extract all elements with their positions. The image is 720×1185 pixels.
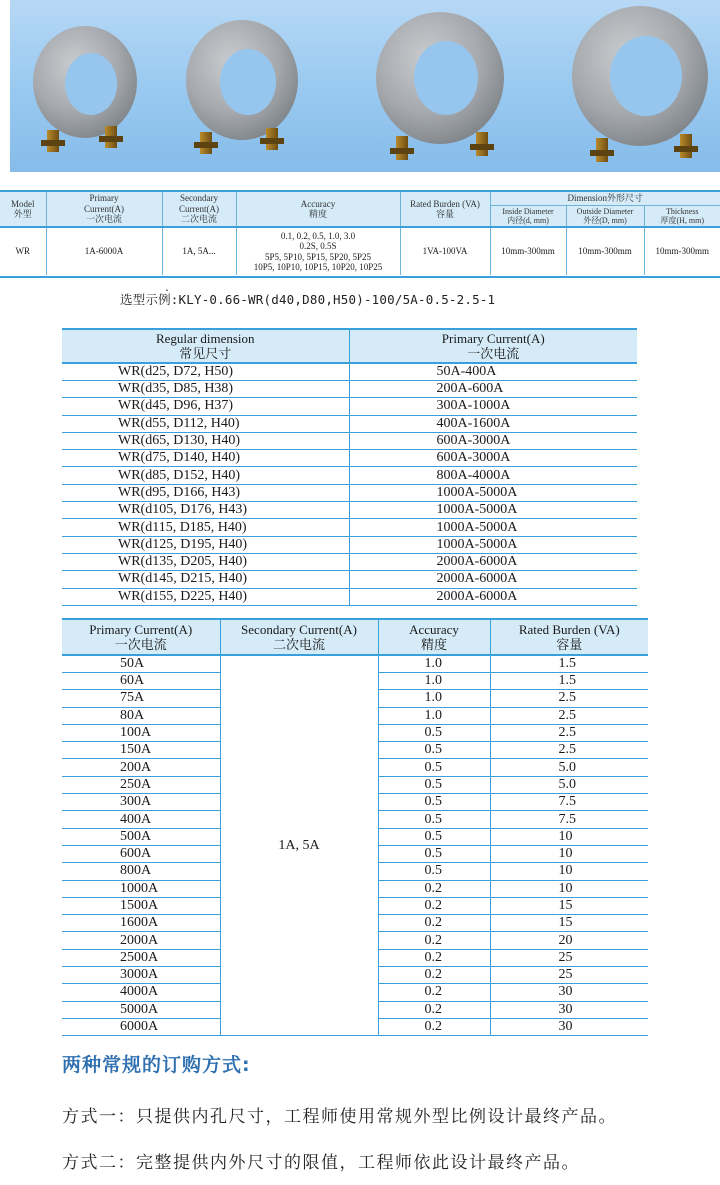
current-cell-burden: 20: [490, 932, 648, 949]
spec-header-model: Model 外型: [0, 191, 46, 227]
spec-header-primary: Primary Current(A) 一次电流: [46, 191, 162, 227]
current-cell-burden: 25: [490, 967, 648, 984]
current-cell-accuracy: 0.5: [378, 759, 490, 776]
current-cell-accuracy: 1.0: [378, 655, 490, 673]
current-cell-accuracy: 0.5: [378, 811, 490, 828]
ring-transformer-1: [33, 26, 137, 152]
current-cell-accuracy: 0.5: [378, 828, 490, 845]
current-cell-primary: 5000A: [62, 1001, 220, 1018]
dimension-cell-current: 1000A-5000A: [349, 484, 637, 501]
dimension-row: [62, 519, 637, 536]
current-cell-burden: 30: [490, 984, 648, 1001]
dimension-cell-size: WR(d35, D85, H38): [62, 381, 349, 398]
current-cell-burden: 30: [490, 1018, 648, 1035]
current-cell-primary: 1600A: [62, 915, 220, 932]
spec-header-thickness: Thickness 厚度(H, mm): [644, 205, 720, 227]
current-cell-accuracy: 0.5: [378, 845, 490, 862]
spec-cell-model: WR: [0, 227, 46, 275]
dimension-row: [62, 398, 637, 415]
dimension-cell-size: WR(d75, D140, H40): [62, 450, 349, 467]
dimension-cell-current: 50A-400A: [349, 363, 637, 381]
current-cell-burden: 1.5: [490, 655, 648, 673]
current-cell-accuracy: 0.5: [378, 742, 490, 759]
current-cell-primary: 6000A: [62, 1018, 220, 1035]
spec-cell-inside: 10mm-300mm: [490, 227, 566, 275]
current-cell-primary: 3000A: [62, 967, 220, 984]
current-cell-primary: 150A: [62, 742, 220, 759]
dimension-row: [62, 571, 637, 588]
current-cell-primary: 300A: [62, 794, 220, 811]
dimension-row: [62, 450, 637, 467]
current-cell-primary: 400A: [62, 811, 220, 828]
spec-cell-thickness: 10mm-300mm: [644, 227, 720, 275]
dimension-row: [62, 536, 637, 553]
current-cell-primary: 80A: [62, 707, 220, 724]
dimension-cell-size: WR(d155, D225, H40): [62, 588, 349, 605]
current-cell-accuracy: 0.2: [378, 915, 490, 932]
current-cell-primary: 250A: [62, 776, 220, 793]
current-cell-primary: 100A: [62, 724, 220, 741]
spec-header-burden: Rated Burden (VA) 容量: [400, 191, 490, 227]
spec-table-bottom-rule: [0, 276, 720, 278]
cur-header-accuracy: Accuracy 精度: [378, 619, 490, 655]
spec-header-accuracy: Accuracy 精度: [236, 191, 400, 227]
current-cell-burden: 2.5: [490, 724, 648, 741]
dimension-cell-size: WR(d85, D152, H40): [62, 467, 349, 484]
spec-cell-outside: 10mm-300mm: [566, 227, 644, 275]
dimension-row: [62, 415, 637, 432]
spec-header-secondary: Secondary Current(A) 二次电流: [162, 191, 236, 227]
current-cell-accuracy: 0.2: [378, 1018, 490, 1035]
current-cell-burden: 7.5: [490, 794, 648, 811]
current-cell-primary: 500A: [62, 828, 220, 845]
dim-header-primary: Primary Current(A) 一次电流: [349, 329, 637, 363]
current-cell-accuracy: 0.5: [378, 794, 490, 811]
product-photo-band: [10, 0, 720, 172]
current-cell-burden: 7.5: [490, 811, 648, 828]
dimension-cell-current: 1000A-5000A: [349, 536, 637, 553]
current-cell-primary: 60A: [62, 673, 220, 690]
dimension-cell-size: WR(d25, D72, H50): [62, 363, 349, 381]
selection-example-text: 选型示例:KLY-0.66-WR(d40,D80,H50)-100/5A-0.5-2.5-1: [120, 292, 496, 307]
spec-cell-burden: 1VA-100VA: [400, 227, 490, 275]
dimension-cell-size: WR(d135, D205, H40): [62, 553, 349, 570]
dimension-row: [62, 381, 637, 398]
ring-transformers-image: [10, 0, 720, 172]
current-cell-accuracy: 1.0: [378, 673, 490, 690]
current-cell-accuracy: 0.2: [378, 897, 490, 914]
current-cell-burden: 1.5: [490, 673, 648, 690]
dimension-cell-size: WR(d65, D130, H40): [62, 432, 349, 449]
dimension-cell-current: 200A-600A: [349, 381, 637, 398]
dimension-cell-size: WR(d145, D215, H40): [62, 571, 349, 588]
dimension-cell-current: 2000A-6000A: [349, 571, 637, 588]
dimension-row: [62, 484, 637, 501]
current-cell-accuracy: 0.2: [378, 949, 490, 966]
dim-header-regular: Regular dimension 常见尺寸: [62, 329, 349, 363]
dimension-cell-size: WR(d45, D96, H37): [62, 398, 349, 415]
current-cell-primary: 800A: [62, 863, 220, 880]
spec-cell-primary: 1A-6000A: [46, 227, 162, 275]
example-dot-mark: .: [164, 283, 171, 294]
current-cell-burden: 30: [490, 1001, 648, 1018]
current-cell-primary: 2500A: [62, 949, 220, 966]
current-cell-primary: 2000A: [62, 932, 220, 949]
current-cell-accuracy: 0.2: [378, 880, 490, 897]
current-cell-accuracy: 0.2: [378, 967, 490, 984]
current-cell-burden: 5.0: [490, 776, 648, 793]
current-cell-burden: 2.5: [490, 690, 648, 707]
dimension-cell-size: WR(d125, D195, H40): [62, 536, 349, 553]
current-cell-accuracy: 0.2: [378, 984, 490, 1001]
current-cell-burden: 2.5: [490, 742, 648, 759]
current-cell-accuracy: 0.5: [378, 863, 490, 880]
current-cell-burden: 10: [490, 863, 648, 880]
current-cell-primary: 600A: [62, 845, 220, 862]
current-cell-primary: 200A: [62, 759, 220, 776]
current-cell-accuracy: 0.5: [378, 724, 490, 741]
current-cell-burden: 10: [490, 828, 648, 845]
dimension-cell-current: 600A-3000A: [349, 432, 637, 449]
current-cell-accuracy: 0.2: [378, 932, 490, 949]
cur-header-primary: Primary Current(A) 一次电流: [62, 619, 220, 655]
dimension-row: [62, 432, 637, 449]
dimension-cell-size: WR(d105, D176, H43): [62, 502, 349, 519]
ring-transformer-2: [186, 20, 298, 154]
selection-example: [120, 283, 496, 308]
current-cell-primary: 1500A: [62, 897, 220, 914]
spec-header-inside: Inside Diameter 内径(d, mm): [490, 205, 566, 227]
dimension-cell-current: 300A-1000A: [349, 398, 637, 415]
ordering-title: 两种常规的订购方式:: [62, 1054, 251, 1076]
current-cell-accuracy: 1.0: [378, 707, 490, 724]
current-row: [62, 655, 648, 673]
ordering-method-two: 方式二：完整提供内外尺寸的限值，工程师依此设计最终产品。: [62, 1153, 580, 1173]
current-cell-burden: 10: [490, 880, 648, 897]
current-cell-burden: 2.5: [490, 707, 648, 724]
dimension-row: [62, 363, 637, 381]
current-table: [62, 618, 648, 1036]
cur-header-secondary: Secondary Current(A) 二次电流: [220, 619, 378, 655]
dimension-cell-current: 600A-3000A: [349, 450, 637, 467]
current-cell-primary: 50A: [62, 655, 220, 673]
dimension-cell-current: 2000A-6000A: [349, 588, 637, 605]
current-cell-burden: 25: [490, 949, 648, 966]
dimension-cell-current: 2000A-6000A: [349, 553, 637, 570]
spec-table: [0, 190, 720, 275]
current-cell-accuracy: 1.0: [378, 690, 490, 707]
dimension-cell-current: 1000A-5000A: [349, 502, 637, 519]
ring-transformer-4: [572, 6, 708, 162]
cur-header-burden: Rated Burden (VA) 容量: [490, 619, 648, 655]
ordering-method-one: 方式一：只提供内孔尺寸，工程师使用常规外型比例设计最终产品。: [62, 1107, 617, 1127]
dimension-cell-current: 800A-4000A: [349, 467, 637, 484]
dimension-cell-size: WR(d95, D166, H43): [62, 484, 349, 501]
current-cell-burden: 15: [490, 897, 648, 914]
dimension-table: [62, 328, 637, 606]
dimension-cell-current: 400A-1600A: [349, 415, 637, 432]
current-cell-accuracy: 0.2: [378, 1001, 490, 1018]
current-cell-primary: 1000A: [62, 880, 220, 897]
spec-header-dimension: Dimension外形尺寸: [490, 191, 720, 205]
current-cell-primary: 4000A: [62, 984, 220, 1001]
dimension-row: [62, 553, 637, 570]
dimension-row: [62, 467, 637, 484]
spec-cell-secondary: 1A, 5A...: [162, 227, 236, 275]
dimension-row: [62, 502, 637, 519]
current-cell-burden: 5.0: [490, 759, 648, 776]
spec-cell-accuracy: 0.1, 0.2, 0.5, 1.0, 3.0 0.2S, 0.5S 5P5, 5P10, 5P15, 5P20, 5P25 10P5, 10P10, 10P15, 10P20, 10P25: [236, 227, 400, 275]
dimension-cell-size: WR(d55, D112, H40): [62, 415, 349, 432]
dimension-cell-size: WR(d115, D185, H40): [62, 519, 349, 536]
dimension-row: [62, 588, 637, 605]
current-cell-burden: 15: [490, 915, 648, 932]
ring-transformer-3: [376, 12, 504, 160]
current-cell-burden: 10: [490, 845, 648, 862]
current-cell-accuracy: 0.5: [378, 776, 490, 793]
current-cell-secondary: 1A, 5A: [220, 655, 378, 1036]
current-cell-primary: 75A: [62, 690, 220, 707]
dimension-cell-current: 1000A-5000A: [349, 519, 637, 536]
spec-header-outside: Outside Diameter 外径(D, mm): [566, 205, 644, 227]
